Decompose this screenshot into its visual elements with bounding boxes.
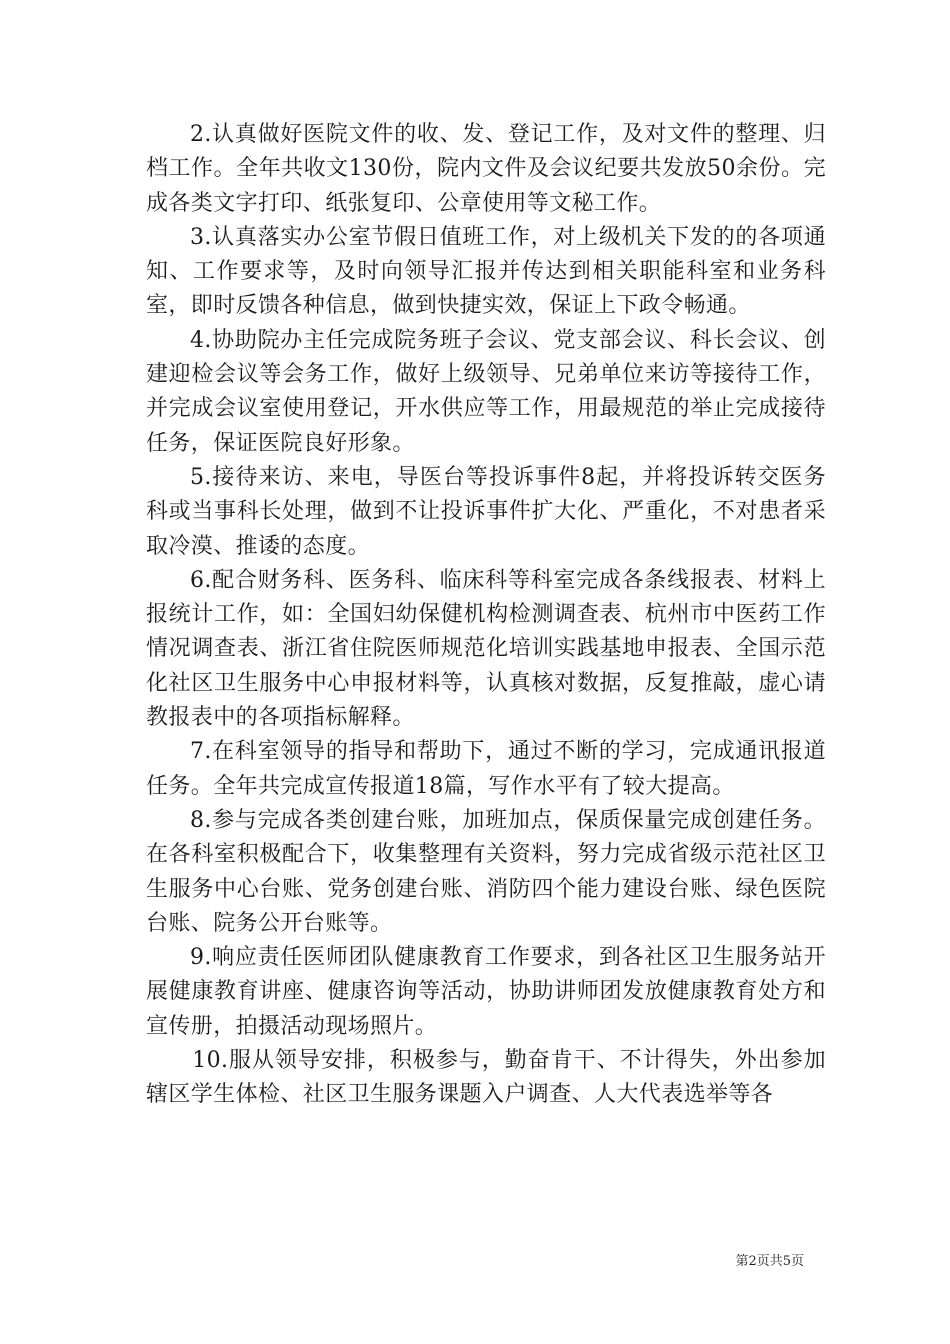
paragraph-item-10: 10.服从领导安排，积极参与，勤奋肯干、不计得失，外出参加辖区学生体检、社区卫生服务课题入户调查、人大代表选举等各 <box>146 1048 826 1108</box>
paragraph-item-5: 5.接待来访、来电，导医台等投诉事件8起，并将投诉转交医务科或当事科长处理，做到不让投诉事件扩大化、严重化，不对患者采取冷漠、推诿的态度。 <box>146 464 826 559</box>
page-number-footer: 第2页共5页 <box>735 1254 804 1269</box>
document-body <box>146 118 826 1113</box>
paragraph-item-8: 8.参与完成各类创建台账，加班加点，保质保量完成创建任务。在各科室积极配合下，收集整理有关资料，努力完成省级示范社区卫生服务中心台账、党务创建台账、消防四个能力建设台账、绿色医院台账、院务公开台账等。 <box>146 807 826 936</box>
paragraph-item-4: 4.协助院办主任完成院务班子会议、党支部会议、科长会议、创建迎检会议等会务工作，做好上级领导、兄弟单位来访等接待工作，并完成会议室使用登记，开水供应等工作，用最规范的举止完成接待任务，保证医院良好形象。 <box>146 327 826 456</box>
paragraph-item-9: 9.响应责任医师团队健康教育工作要求，到各社区卫生服务站开展健康教育讲座、健康咨询等活动，协助讲师团发放健康教育处方和宣传册，拍摄活动现场照片。 <box>146 945 826 1039</box>
paragraph-item-2: 2.认真做好医院文件的收、发、登记工作，及对文件的整理、归档工作。全年共收文130份，院内文件及会议纪要共发放50余份。完成各类文字打印、纸张复印、公章使用等文秘工作。 <box>146 122 826 216</box>
paragraph-item-7: 7.在科室领导的指导和帮助下，通过不断的学习，完成通讯报道任务。全年共完成宣传报道18篇，写作水平有了较大提高。 <box>146 739 826 799</box>
paragraph-item-6: 6.配合财务科、医务科、临床科等科室完成各条线报表、材料上报统计工作，如：全国妇幼保健机构检测调查表、杭州市中医药工作情况调查表、浙江省住院医师规范化培训实践基地申报表、全国示范化社区卫生服务中心申报材料等，认真核对数据，反复推敲，虚心请教报表中的各项指标解释。 <box>146 567 826 731</box>
paragraph-item-3: 3.认真落实办公室节假日值班工作，对上级机关下发的的各项通知、工作要求等，及时向领导汇报并传达到相关职能科室和业务科室，即时反馈各种信息，做到快捷实效，保证上下政令畅通。 <box>146 224 826 319</box>
